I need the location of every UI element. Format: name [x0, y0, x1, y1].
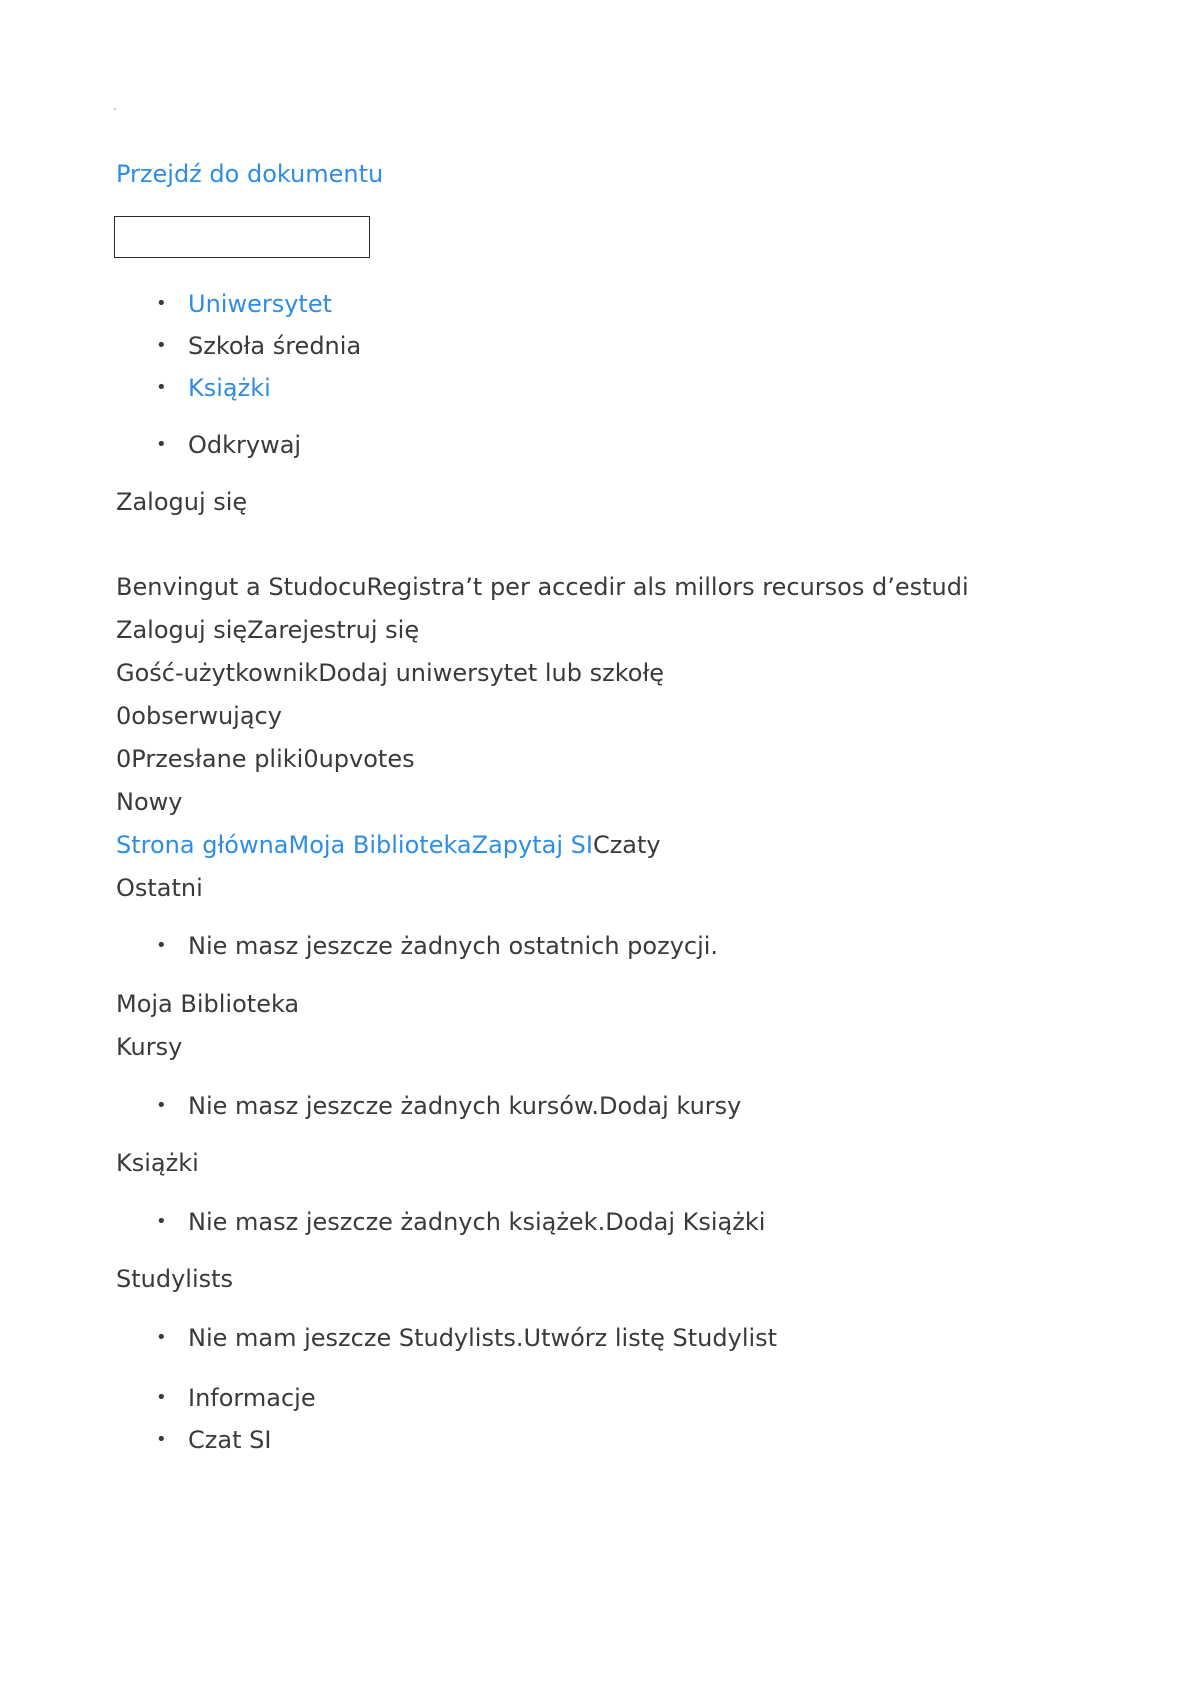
footer-list — [116, 1377, 316, 1461]
followers-count: 0obserwujący — [116, 702, 282, 730]
courses-empty-item[interactable]: • Nie masz jeszcze żadnych kursów.Dodaj kursy — [116, 1085, 741, 1127]
nav-home-link[interactable]: Strona główna — [116, 831, 289, 859]
books-list — [116, 1201, 765, 1243]
decorative-dot — [114, 108, 116, 110]
footer-item-ai-chat[interactable]: • Czat SI — [116, 1419, 316, 1461]
uploads-upvotes: 0Przesłane pliki0upvotes — [116, 745, 415, 773]
courses-heading: Kursy — [116, 1033, 183, 1061]
books-heading: Książki — [116, 1149, 199, 1177]
nav-ask-ai-link[interactable]: Zapytaj SI — [471, 831, 593, 859]
nav-library-link[interactable]: Moja Biblioteka — [288, 831, 472, 859]
nav-chats-link[interactable]: Czaty — [592, 831, 661, 859]
recent-list — [116, 925, 718, 967]
library-heading: Moja Biblioteka — [116, 990, 300, 1018]
nav-item-university[interactable]: • Uniwersytet — [116, 283, 361, 325]
new-label: Nowy — [116, 788, 183, 816]
guest-user-line: Gość-użytkownikDodaj uniwersytet lub szkołę — [116, 659, 665, 687]
nav-item-high-school[interactable]: • Szkoła średnia — [116, 325, 361, 367]
recent-empty-item: • Nie masz jeszcze żadnych ostatnich pozycji. — [116, 925, 718, 967]
auth-links[interactable]: Zaloguj sięZarejestruj się — [116, 616, 420, 644]
courses-list — [116, 1085, 741, 1127]
login-link[interactable]: Zaloguj się — [116, 488, 248, 516]
recent-heading: Ostatni — [116, 874, 203, 902]
skip-to-document-link[interactable]: Przejdź do dokumentu — [116, 160, 384, 188]
studylists-heading: Studylists — [116, 1265, 234, 1293]
top-nav-list — [116, 283, 361, 409]
welcome-text: Benvingut a StudocuRegistra’t per accedir als millors recursos d’estudi — [116, 573, 969, 601]
discover-list — [116, 424, 301, 466]
studylists-empty-item[interactable]: • Nie mam jeszcze Studylists.Utwórz listę Studylist — [116, 1317, 777, 1359]
nav-item-books[interactable]: • Książki — [116, 367, 361, 409]
books-empty-item[interactable]: • Nie masz jeszcze żadnych książek.Dodaj Książki — [116, 1201, 765, 1243]
studylists-list — [116, 1317, 777, 1359]
footer-item-info[interactable]: • Informacje — [116, 1377, 316, 1419]
search-input[interactable] — [114, 216, 370, 258]
main-nav-links — [116, 827, 661, 863]
nav-item-discover[interactable]: • Odkrywaj — [116, 424, 301, 466]
